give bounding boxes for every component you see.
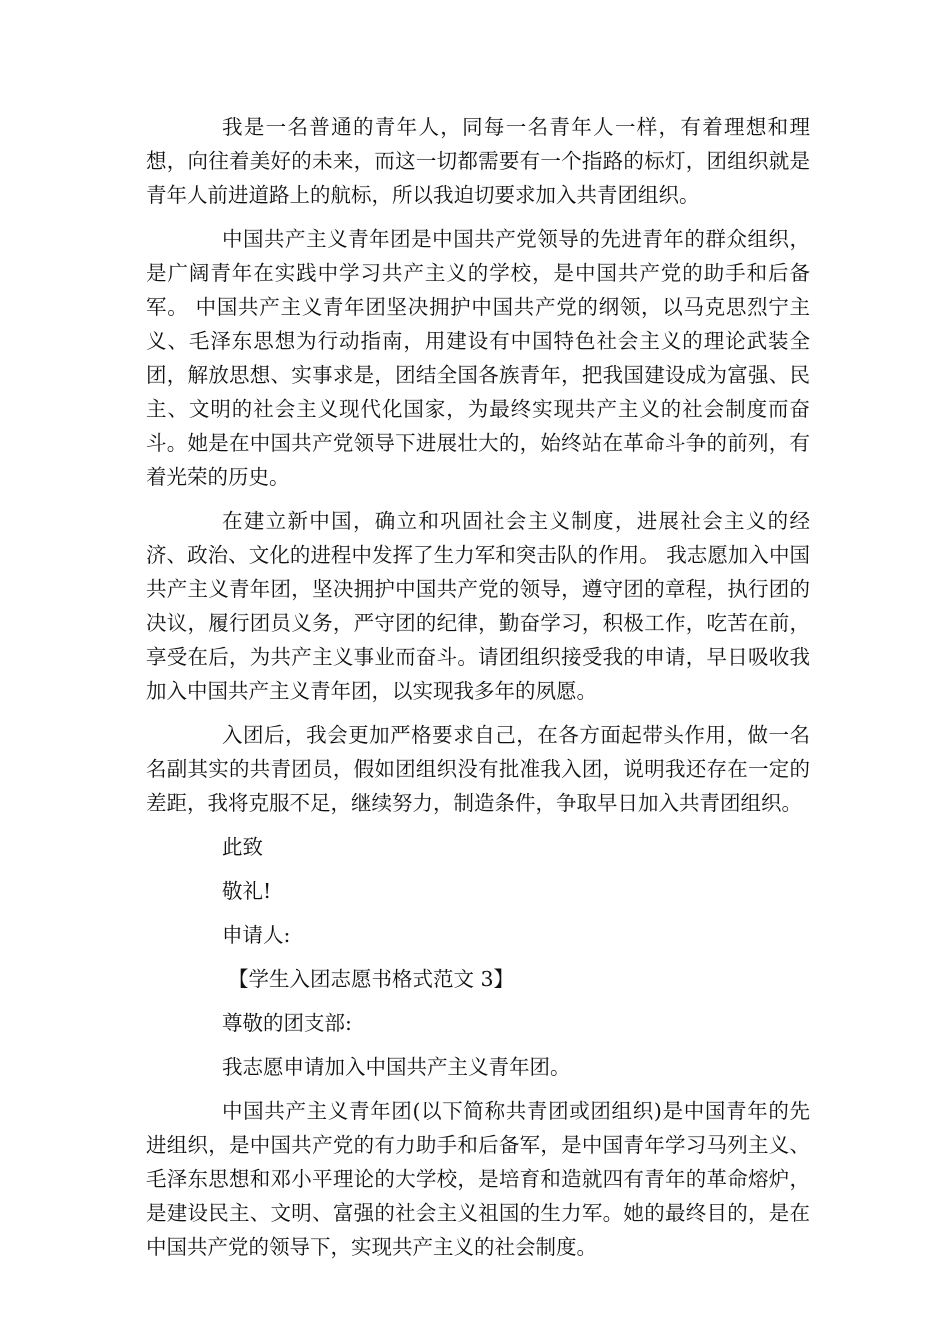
- section-heading: 【学生入团志愿书格式范文 3】: [228, 967, 515, 991]
- salute-text: 敬礼!: [222, 879, 272, 903]
- paragraph-league-description: 中国共产主义青年团是中国共产党领导的先进青年的群众组织，是广阔青年在实践中学习共产主义的学校，是中国共产党的助手和后备军。 中国共产主义青年团坚决拥护中国共产党的纲领，以马克思烈宁主义、毛泽东思想为行动指南，用建设有中国特色社会主义的理论武装全团，解放思想、实事求是，团结全国各族青年，把我国建设成为富强、民主、文明的社会主义现代化国家，为最终实现共产主义的社会制度而奋斗。她是在中国共产党领导下进展壮大的，始终站在革命斗争的前列，有着光荣的历史。: [146, 227, 810, 489]
- paragraph-final: 中国共产主义青年团(以下简称共青团或团组织)是中国青年的先进组织，是中国共产党的有力助手和后备军，是中国青年学习马列主义、毛泽东思想和邓小平理论的大学校，是培育和造就四有青年的革命熔炉，是建设民主、文明、富强的社会主义祖国的生力军。她的最终目的，是在中国共产党的领导下，实现共产主义的社会制度。: [146, 1099, 810, 1259]
- applicant-label: 申请人:: [222, 923, 291, 947]
- paragraph-league-history: 在建立新中国，确立和巩固社会主义制度，进展社会主义的经济、政治、文化的进程中发挥了生力军和突击队的作用。 我志愿加入中国共产主义青年团，坚决拥护中国共产党的领导，遵守团的章程，执行团的决议，履行团员义务，严守团的纪律，勤奋学习，积极工作，吃苦在前，享受在后，为共产主义事业而奋斗。请团组织接受我的申请，早日吸收我加入中国共产主义青年团，以实现我多年的夙愿。: [146, 509, 810, 703]
- paragraph-intro: 我是一名普通的青年人，同每一名青年人一样，有着理想和理想，向往着美好的未来，而这一切都需要有一个指路的标灯，团组织就是青年人前进道路上的航标，所以我迫切要求加入共青团组织。: [146, 115, 810, 207]
- greeting-text: 尊敬的团支部:: [222, 1011, 352, 1035]
- document-page: [146, 110, 810, 1264]
- paragraph-commitment: 入团后，我会更加严格要求自己，在各方面起带头作用，做一名名副其实的共青团员，假如团组织没有批准我入团，说明我还存在一定的差距，我将克服不足，继续努力，制造条件，争取早日加入共青团组织。: [146, 723, 810, 815]
- statement-text: 我志愿申请加入中国共产主义青年团。: [222, 1055, 571, 1079]
- closing-text: 此致: [222, 835, 263, 859]
